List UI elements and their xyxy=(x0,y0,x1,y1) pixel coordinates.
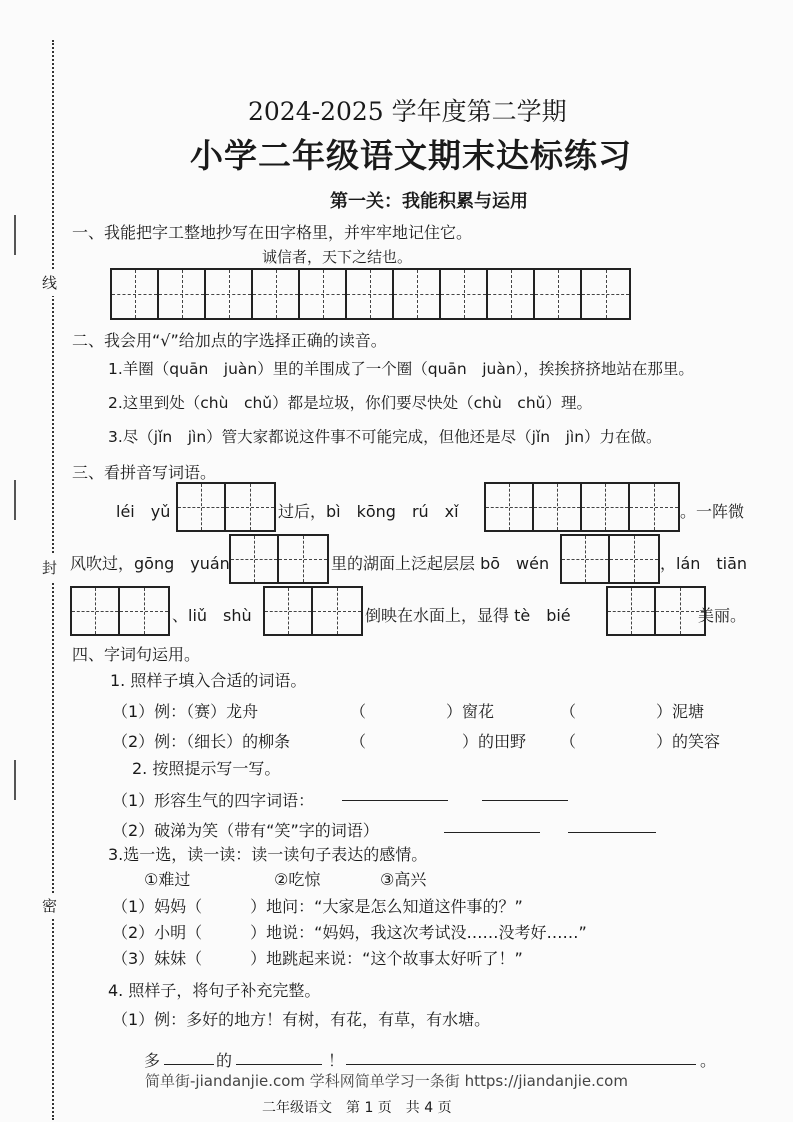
tianzige-cell[interactable] xyxy=(178,484,226,530)
q1-tianzige-grid[interactable] xyxy=(110,268,631,320)
tianzige-cell[interactable] xyxy=(72,588,120,634)
q3-text-3: 风吹过，gōng yuán xyxy=(70,554,230,573)
q4-sentence-1[interactable]: （1）妈妈（ ）地问：“大家是怎么知道这件事的？” xyxy=(112,897,523,916)
tianzige-cell[interactable] xyxy=(265,588,313,634)
answer-grid-liushu[interactable] xyxy=(263,586,363,636)
q4-example-1: （1）例：（赛）龙舟 xyxy=(112,702,259,721)
tianzige-cell[interactable] xyxy=(488,270,535,318)
tianzige-cell[interactable] xyxy=(253,270,300,318)
section-title: 第一关：我能积累与运用 xyxy=(330,191,528,212)
tianzige-cell[interactable] xyxy=(300,270,347,318)
q3-title: 三、看拼音写词语。 xyxy=(72,463,217,482)
q4-blank-chuanghua[interactable]: （ ）窗花 xyxy=(350,702,495,721)
answer-grid-leiyu[interactable] xyxy=(176,482,276,532)
page-title: 小学二年级语文期末达标练习 xyxy=(190,136,632,175)
q4-blank-tianye[interactable]: （ ）的田野 xyxy=(350,732,527,751)
answer-grid-bikongruxi[interactable] xyxy=(484,482,680,532)
q4-example-sentence: （1）例：多好的地方！有树，有花，有草，有水塘。 xyxy=(112,1010,491,1029)
q4-sentence-3[interactable]: （3）妹妹（ ）地跳起来说：“这个故事太好听了！” xyxy=(112,949,523,968)
option-happy: ③高兴 xyxy=(380,870,427,889)
tianzige-cell[interactable] xyxy=(582,270,629,318)
tianzige-cell[interactable] xyxy=(630,484,678,530)
fill-word-duo: 多 xyxy=(144,1051,161,1070)
tianzige-cell[interactable] xyxy=(608,588,656,634)
side-label-xian: 线 xyxy=(42,270,57,296)
q1-title: 一、我能把字工整地抄写在田字格里，并牢牢地记住它。 xyxy=(72,223,473,242)
answer-line[interactable] xyxy=(342,788,448,801)
q2-item-3: 3.尽（jǐn jìn）管大家都说这件事不可能完成，但他还是尽（jǐn jìn）力在做。 xyxy=(108,428,662,446)
tianzige-cell[interactable] xyxy=(313,588,361,634)
fill-period: 。 xyxy=(700,1051,717,1070)
q3-text-4: 里的湖面上泛起层层 bō wén xyxy=(331,554,550,573)
option-surprised: ②吃惊 xyxy=(274,870,321,889)
q2-title: 二、我会用“√”给加点的字选择正确的读音。 xyxy=(72,331,387,350)
tianzige-cell[interactable] xyxy=(535,270,582,318)
tianzige-cell[interactable] xyxy=(656,588,704,634)
q3-pinyin-leiyu: léi yǔ xyxy=(116,502,171,521)
q3-text-8: 美丽。 xyxy=(698,606,747,625)
tianzige-cell[interactable] xyxy=(486,484,534,530)
answer-grid-lantian[interactable] xyxy=(70,586,170,636)
answer-grid-bowen[interactable] xyxy=(560,534,660,584)
tianzige-cell[interactable] xyxy=(441,270,488,318)
answer-line[interactable] xyxy=(236,1048,322,1065)
q4-sentence-2[interactable]: （2）小明（ ）地说：“妈妈，我这次考试没……没考好……” xyxy=(112,923,587,942)
q3-text-5: ，lán tiān xyxy=(660,554,748,573)
answer-line[interactable] xyxy=(482,788,568,801)
tianzige-cell[interactable] xyxy=(206,270,253,318)
tianzige-cell[interactable] xyxy=(231,536,279,582)
name-blank-line xyxy=(14,215,16,255)
tianzige-cell[interactable] xyxy=(534,484,582,530)
answer-line[interactable] xyxy=(346,1048,696,1065)
q4-title: 四、字词句运用。 xyxy=(72,645,201,664)
q2-item-2: 2.这里到处（chù chǔ）都是垃圾，你们要尽快处（chù chǔ）理。 xyxy=(108,394,592,412)
q4-example-2: （2）例：（细长）的柳条 xyxy=(112,732,291,751)
q3-text-7: 倒映在水面上，显得 tè bié xyxy=(365,606,571,625)
answer-line[interactable] xyxy=(164,1048,214,1065)
tianzige-cell[interactable] xyxy=(394,270,441,318)
watermark-text: 简单街-jiandanjie.com 学科网简单学习一条街 https://jiandanjie.com xyxy=(145,1072,628,1090)
tianzige-cell[interactable] xyxy=(159,270,206,318)
tianzige-cell[interactable] xyxy=(582,484,630,530)
class-blank-line xyxy=(14,480,16,520)
q3-text-6: 、liǔ shù xyxy=(172,606,252,625)
q4-blank-nitang[interactable]: （ ）泥塘 xyxy=(560,702,705,721)
answer-grid-gongyuan[interactable] xyxy=(229,534,329,584)
side-label-mi: 密 xyxy=(42,893,57,919)
q4-sub-3: 3.选一选，读一读：读一读句子表达的感情。 xyxy=(108,845,428,864)
q4-prompt-angry: （1）形容生气的四字词语： xyxy=(112,791,315,810)
tianzige-cell[interactable] xyxy=(226,484,274,530)
answer-line[interactable] xyxy=(568,818,656,833)
q4-sub-2: 2. 按照提示写一写。 xyxy=(132,759,281,778)
answer-grid-tebie[interactable] xyxy=(606,586,706,636)
q2-item-1: 1.羊圈（quān juàn）里的羊围成了一个圈（quān juàn），挨挨挤挤地站在那里。 xyxy=(108,360,694,378)
q4-blank-xiaorong[interactable]: （ ）的笑容 xyxy=(560,732,721,751)
option-sad: ①难过 xyxy=(144,870,191,889)
tianzige-cell[interactable] xyxy=(347,270,394,318)
side-label-feng: 封 xyxy=(42,555,57,581)
page-footer: 二年级语文 第 1 页 共 4 页 xyxy=(262,1100,452,1116)
fill-exclaim: ！ xyxy=(328,1051,345,1070)
answer-line[interactable] xyxy=(444,818,540,833)
q4-sub-4: 4. 照样子，将句子补充完整。 xyxy=(108,981,321,1000)
q3-text-1: 过后，bì kōng rú xǐ xyxy=(278,502,459,521)
tianzige-cell[interactable] xyxy=(279,536,327,582)
tianzige-cell[interactable] xyxy=(610,536,658,582)
tianzige-cell[interactable] xyxy=(120,588,168,634)
q4-sub-1: 1. 照样子填入合适的词语。 xyxy=(110,671,307,690)
q4-prompt-laugh: （2）破涕为笑（带有“笑”字的词语） xyxy=(112,821,379,840)
q3-text-2: 。一阵微 xyxy=(680,502,745,521)
tianzige-cell[interactable] xyxy=(562,536,610,582)
q1-source-text: 诚信者，天下之结也。 xyxy=(262,248,413,266)
school-year: 2024-2025 学年度第二学期 xyxy=(248,97,567,126)
tianzige-cell[interactable] xyxy=(112,270,159,318)
school-blank-line xyxy=(14,760,16,800)
fill-word-de: 的 xyxy=(216,1051,233,1070)
